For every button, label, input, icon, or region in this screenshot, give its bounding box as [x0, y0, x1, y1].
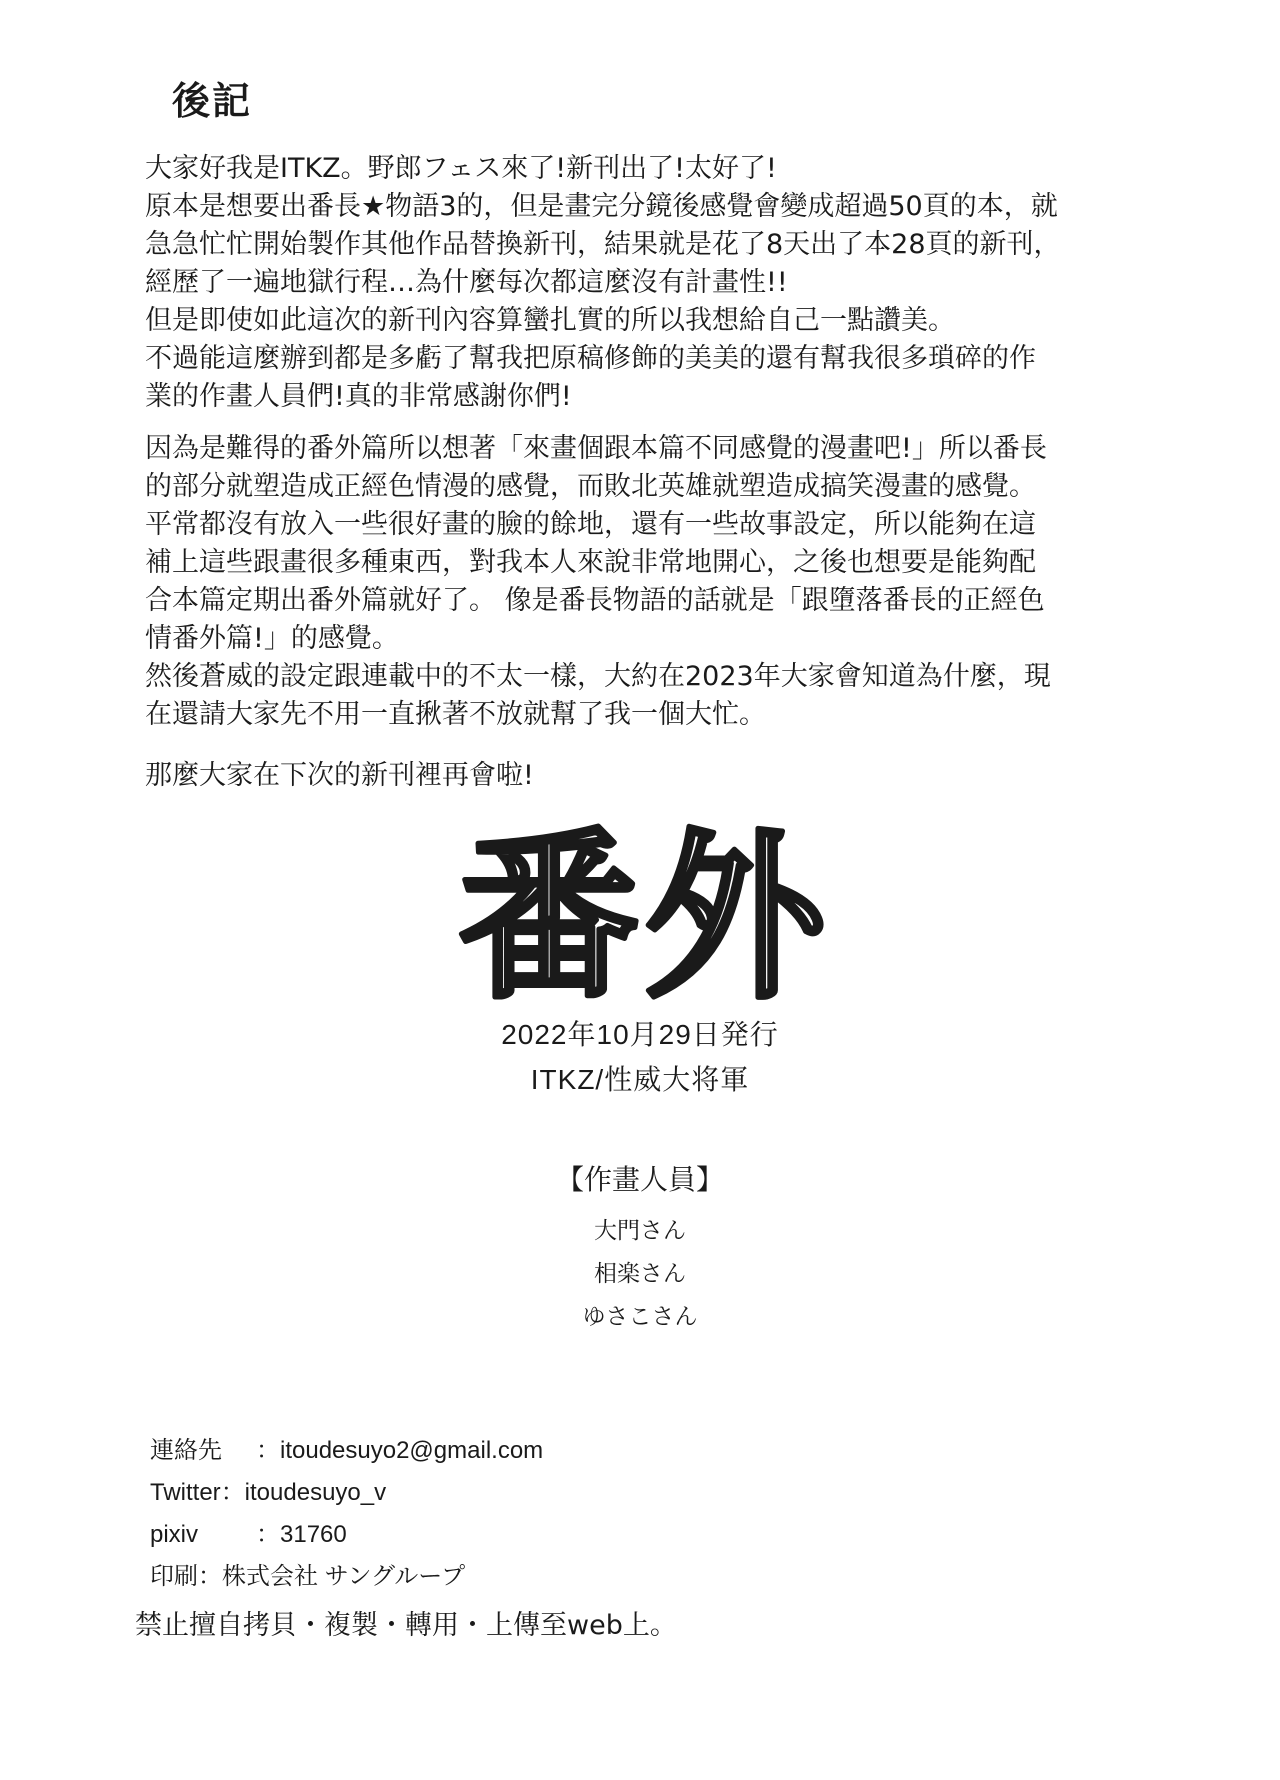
- text-line: 不過能這麼辦到都是多虧了幫我把原稿修飾的美美的還有幫我很多瑣碎的作: [145, 343, 1036, 374]
- text-line: 平常都沒有放入一些很好畫的臉的餘地，還有一些故事設定，所以能夠在這: [145, 509, 1036, 540]
- title-logo-text: 番外: [458, 814, 832, 1000]
- contact-email: [150, 1430, 543, 1472]
- text-line: 經歷了一遍地獄行程…為什麼每次都這麼沒有計畫性!!: [145, 267, 788, 298]
- staff-list: [0, 1210, 1280, 1339]
- text-line: 在還請大家先不用一直揪著不放就幫了我一個大忙。: [145, 699, 766, 730]
- contact-twitter-label: Twitter: [150, 1479, 221, 1506]
- contact-email-label: 連絡先: [150, 1437, 222, 1464]
- release-author: ITKZ/性威大将軍: [530, 1064, 750, 1095]
- text-line: 大家好我是ITKZ。野郎フェス來了!新刊出了!太好了!: [145, 153, 777, 184]
- contact-info: [150, 1430, 543, 1598]
- staff-member: 大門さん: [594, 1218, 686, 1244]
- staff-member: 相楽さん: [594, 1261, 686, 1287]
- contact-printer-value: ：株式会社 サングループ: [198, 1563, 466, 1590]
- text-line: 合本篇定期出番外篇就好了。 像是番長物語的話就是「跟墮落番長的正經色: [145, 585, 1045, 616]
- contact-pixiv-value: ：31760: [256, 1521, 347, 1548]
- text-line: 原本是想要出番長★物語3的，但是畫完分鏡後感覺會變成超過50頁的本，就: [145, 191, 1058, 222]
- contact-pixiv: [150, 1514, 543, 1556]
- text-line: 因為是難得的番外篇所以想著「來畫個跟本篇不同感覺的漫畫吧!」所以番長: [145, 433, 1047, 464]
- page-heading: 後記: [172, 79, 253, 123]
- title-logo-svg: [455, 800, 835, 1000]
- text-line: 業的作畫人員們!真的非常感謝你們!: [145, 381, 572, 412]
- afterword-paragraph-2: [145, 430, 1165, 734]
- text-line: 的部分就塑造成正經色情漫的感覺，而敗北英雄就塑造成搞笑漫畫的感覺。: [145, 471, 1036, 502]
- afterword-paragraph-1: [145, 150, 1165, 416]
- staff-member: ゆさこさん: [582, 1304, 698, 1330]
- text-line: 但是即使如此這次的新刊內容算蠻扎實的所以我想給自己一點讚美。: [145, 305, 955, 336]
- afterword-paragraph-3: [145, 757, 1165, 795]
- text-line: 急急忙忙開始製作其他作品替換新刊，結果就是花了8天出了本28頁的新刊，: [145, 229, 1061, 260]
- text-line: 那麼大家在下次的新刊裡再會啦!: [145, 760, 534, 791]
- text-line: 然後蒼威的設定跟連載中的不太一樣，大約在2023年大家會知道為什麼，現: [145, 661, 1051, 692]
- contact-email-value: ：itoudesuyo2@gmail.com: [256, 1437, 544, 1464]
- contact-printer-label: 印刷: [150, 1563, 198, 1590]
- staff-title: 【作畫人員】: [555, 1163, 724, 1196]
- contact-printer: [150, 1556, 543, 1598]
- release-date: 2022年10月29日発行: [501, 1019, 779, 1050]
- contact-twitter: [150, 1472, 543, 1514]
- contact-twitter-value: ：itoudesuyo_v: [220, 1479, 387, 1506]
- copyright-notice: 禁止擅自拷貝・複製・轉用・上傳至web上。: [135, 1610, 677, 1641]
- contact-pixiv-label: pixiv: [150, 1521, 199, 1548]
- text-line: 情番外篇!」的感覺。: [145, 623, 399, 654]
- title-logo: [455, 800, 835, 1000]
- text-line: 補上這些跟畫很多種東西，對我本人來說非常地開心，之後也想要是能夠配: [145, 547, 1036, 578]
